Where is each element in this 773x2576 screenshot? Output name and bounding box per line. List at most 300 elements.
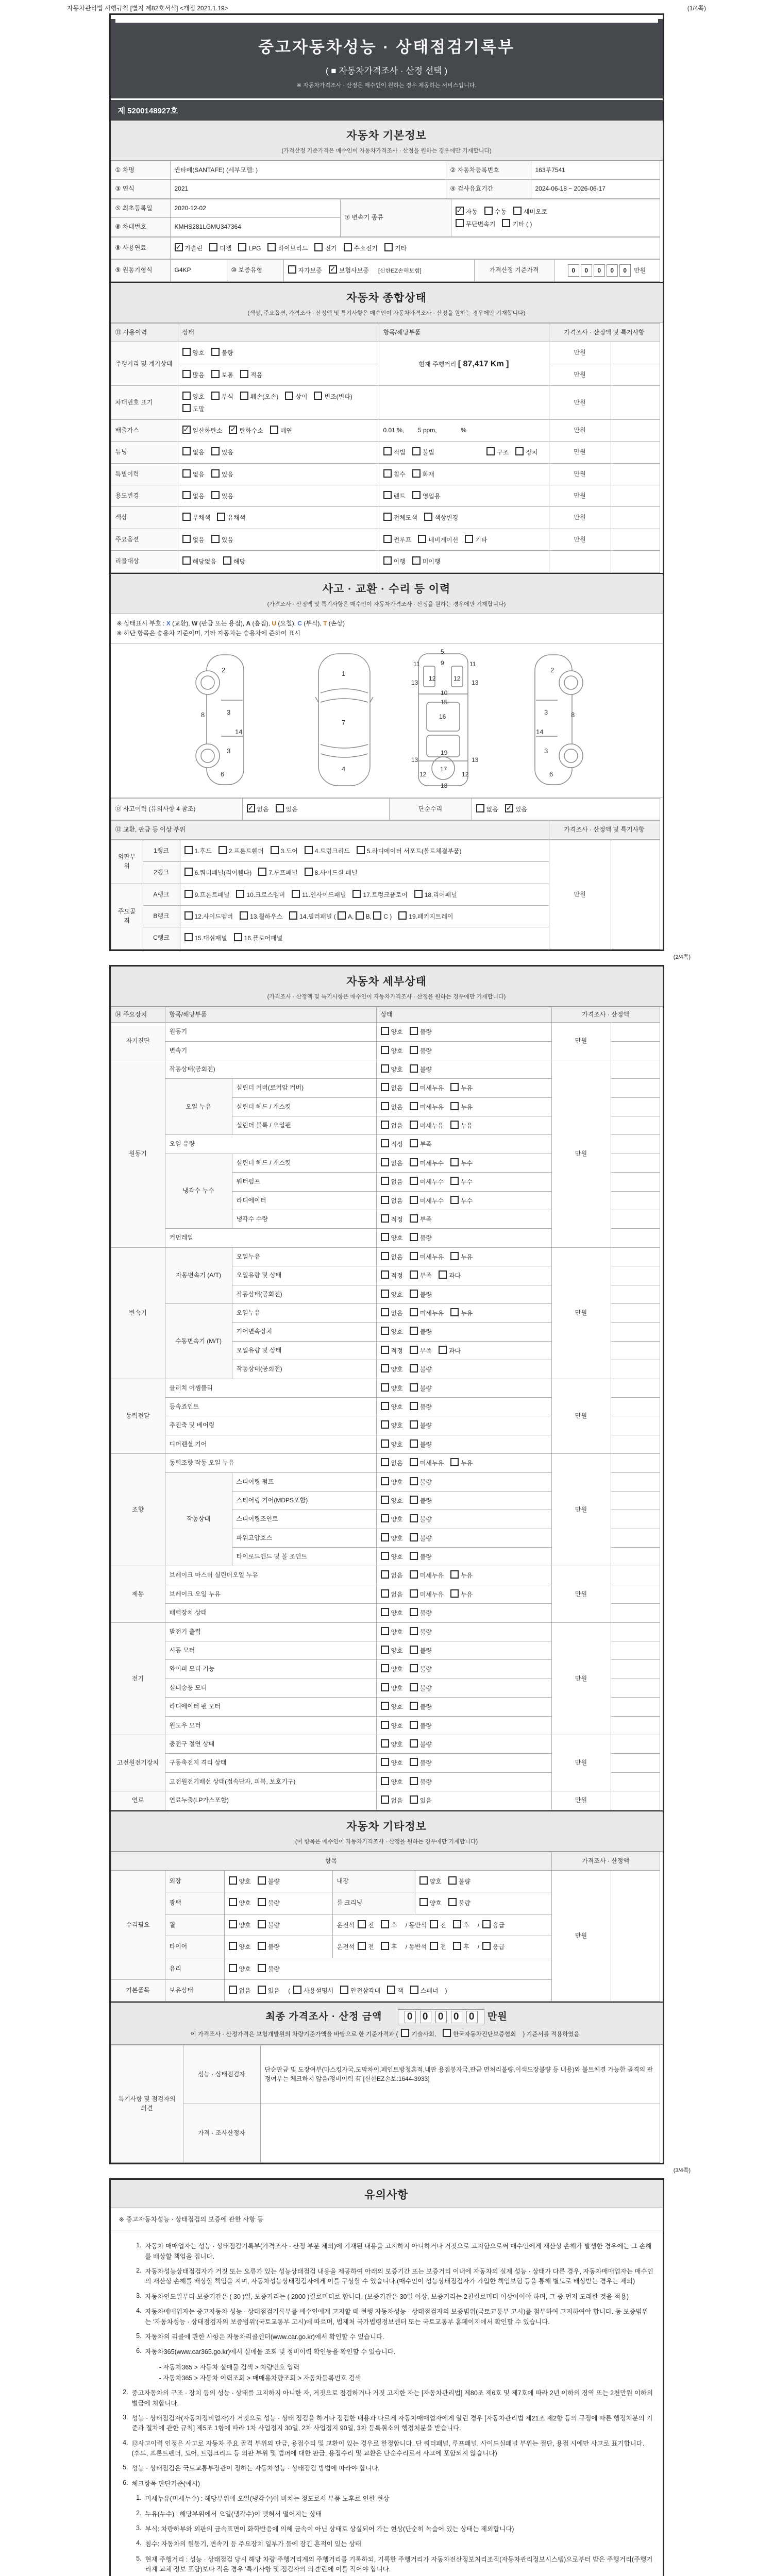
checkbox-label: 없음 — [257, 806, 269, 814]
checkbox-group — [381, 1084, 480, 1092]
checkbox[interactable] — [182, 447, 191, 455]
checkbox[interactable] — [381, 1552, 389, 1560]
checkbox[interactable] — [373, 911, 381, 920]
checkbox[interactable] — [211, 535, 220, 543]
checkbox[interactable] — [419, 1898, 428, 1906]
checkbox[interactable] — [410, 1552, 418, 1560]
status-options — [376, 1135, 551, 1154]
checkbox[interactable] — [439, 1346, 447, 1354]
checkbox[interactable] — [410, 1290, 418, 1298]
checkbox[interactable] — [515, 447, 524, 455]
checkbox-option — [229, 1986, 251, 1995]
checkbox[interactable] — [450, 1177, 459, 1185]
checkbox[interactable] — [381, 1420, 389, 1429]
checkbox[interactable] — [340, 1986, 348, 1994]
checkbox[interactable] — [410, 1083, 418, 1091]
checkbox[interactable] — [381, 1196, 389, 1204]
checkbox[interactable] — [410, 1514, 418, 1522]
checkbox[interactable] — [182, 535, 191, 543]
checkbox[interactable] — [513, 207, 522, 215]
digit-box: 0 — [466, 2011, 478, 2023]
checkbox-option — [240, 370, 262, 380]
checkbox[interactable] — [450, 1083, 459, 1091]
checkbox-group — [381, 1028, 439, 1036]
checkbox[interactable] — [229, 1942, 237, 1950]
checkbox[interactable] — [430, 1920, 438, 1928]
checkbox[interactable] — [236, 890, 244, 898]
checkbox[interactable] — [410, 1439, 418, 1448]
text: 이 가격조사 · 산정가격은 보험개발원의 차량기준가액을 바탕으로 한 기준가격과 ( — [190, 2031, 398, 2038]
checkbox[interactable] — [450, 1196, 459, 1204]
checkbox[interactable] — [184, 868, 193, 876]
car-name-label: ① 차명 — [111, 161, 170, 180]
checkbox[interactable] — [383, 513, 392, 521]
checkbox[interactable] — [384, 243, 393, 251]
checkbox[interactable] — [465, 535, 473, 543]
item-number: 1. — [136, 2494, 142, 2502]
checkbox-label: 불량 — [419, 1666, 432, 1673]
checkbox[interactable] — [381, 1383, 389, 1392]
checkbox-checked[interactable] — [505, 804, 513, 812]
checkbox[interactable] — [410, 1420, 418, 1429]
checkbox[interactable] — [381, 1027, 389, 1035]
header-stripe — [115, 19, 658, 23]
checkbox[interactable] — [410, 1496, 418, 1504]
checkbox[interactable] — [410, 1777, 418, 1785]
checkbox[interactable] — [410, 1233, 418, 1241]
checkbox-label: 이행 — [393, 558, 406, 566]
checkbox[interactable] — [410, 1402, 418, 1410]
checkbox[interactable] — [410, 1477, 418, 1485]
checkbox[interactable] — [381, 1702, 389, 1710]
checkbox[interactable] — [338, 911, 346, 920]
repair-item-options — [224, 1870, 332, 1892]
detail-title: 자동차 세부상태 — [346, 975, 427, 988]
checkbox-label: 전 — [368, 1943, 374, 1951]
checkbox[interactable] — [182, 370, 191, 378]
checkbox-option — [184, 933, 227, 943]
checkbox[interactable] — [288, 265, 296, 274]
status-options — [376, 1116, 551, 1135]
price-cell: 만원 — [549, 840, 611, 949]
checkbox[interactable] — [258, 1920, 266, 1928]
checkbox[interactable] — [381, 1646, 389, 1654]
checkbox-option — [258, 1920, 280, 1930]
checkbox-label: 과다 — [448, 1347, 461, 1354]
checkbox[interactable] — [381, 1402, 389, 1410]
checkbox-option — [175, 243, 203, 253]
checkbox[interactable] — [381, 1158, 389, 1166]
checkbox[interactable] — [223, 556, 231, 565]
checkbox[interactable] — [258, 1942, 266, 1950]
checkbox[interactable] — [410, 1986, 418, 1994]
checkbox-option — [410, 1364, 432, 1374]
checkbox[interactable] — [211, 469, 220, 478]
checkbox-option — [381, 1121, 403, 1130]
checkbox[interactable] — [401, 2029, 409, 2037]
zone-number: 14 — [535, 728, 543, 736]
item-label: 윈도우 모터 — [165, 1716, 376, 1735]
checkbox[interactable] — [450, 1102, 459, 1110]
checkbox[interactable] — [217, 513, 225, 521]
checkbox-group — [381, 1591, 480, 1598]
checkbox[interactable] — [381, 1942, 389, 1950]
note-cell — [611, 1566, 660, 1585]
checkbox[interactable] — [229, 1920, 237, 1928]
checkbox[interactable] — [450, 1570, 459, 1579]
checkbox[interactable] — [410, 1102, 418, 1110]
checkbox[interactable] — [381, 1721, 389, 1729]
item-label: 오일유량 및 상태 — [232, 1341, 376, 1360]
checkbox[interactable] — [410, 1683, 418, 1691]
checkbox[interactable] — [258, 1898, 266, 1906]
checkbox[interactable] — [381, 1121, 389, 1129]
checkbox[interactable] — [410, 1758, 418, 1766]
checkbox[interactable] — [424, 513, 432, 521]
checkbox[interactable] — [410, 1196, 418, 1204]
repair-item-options — [415, 1870, 551, 1892]
checkbox[interactable] — [357, 846, 365, 854]
checkbox[interactable] — [448, 1876, 457, 1885]
checkbox[interactable] — [450, 1158, 459, 1166]
checkbox[interactable] — [211, 447, 220, 455]
holding-status-options — [224, 1979, 551, 2001]
checkbox[interactable] — [412, 556, 421, 565]
status-options — [376, 1341, 551, 1360]
checkbox-label: 없음 — [391, 1590, 403, 1598]
checkbox-checked[interactable] — [329, 265, 337, 274]
repair-item-label: 외장 — [165, 1870, 224, 1892]
checkbox-label: 5.라디에이터 서포트(볼트체결부품) — [366, 847, 462, 855]
checkbox[interactable] — [443, 2029, 451, 2037]
rank-items-cell — [180, 840, 549, 861]
note-cell — [611, 485, 660, 507]
checkbox[interactable] — [410, 1270, 418, 1279]
status-options — [376, 1529, 551, 1547]
checkbox[interactable] — [418, 535, 426, 543]
status-options — [376, 1379, 551, 1397]
checkbox[interactable] — [381, 1683, 389, 1691]
checkbox[interactable] — [211, 491, 220, 499]
checkbox[interactable] — [381, 1920, 389, 1928]
checkbox[interactable] — [410, 1214, 418, 1223]
checkbox[interactable] — [502, 219, 510, 227]
checkbox[interactable] — [383, 556, 392, 565]
checkbox[interactable] — [267, 243, 276, 251]
checkbox[interactable] — [482, 1920, 491, 1928]
checkbox[interactable] — [381, 1214, 389, 1223]
checkbox[interactable] — [484, 207, 493, 215]
checkbox-option — [410, 1027, 432, 1037]
checkbox-label: 스패너 — [420, 1987, 439, 1994]
checkbox[interactable] — [387, 1986, 395, 1994]
checkbox[interactable] — [219, 846, 227, 854]
checkbox[interactable] — [381, 1758, 389, 1766]
checkbox-label: 세미오토 — [523, 208, 548, 216]
checkbox[interactable] — [381, 1270, 389, 1279]
checkbox[interactable] — [410, 1121, 418, 1129]
checkbox[interactable] — [184, 846, 193, 854]
checkbox[interactable] — [410, 1795, 418, 1804]
checkbox-group — [383, 514, 465, 521]
checkbox[interactable] — [381, 1496, 389, 1504]
notice-item — [132, 2524, 654, 2534]
final-price-band — [111, 2002, 663, 2045]
checkbox[interactable] — [270, 426, 278, 434]
holding-status-label: 보유상태 — [165, 1979, 224, 2001]
checkbox[interactable] — [410, 1158, 418, 1166]
checkbox[interactable] — [381, 1177, 389, 1185]
checkbox[interactable] — [305, 868, 313, 876]
checkbox[interactable] — [410, 1664, 418, 1672]
usage-change-part — [379, 485, 549, 507]
checkbox[interactable] — [456, 219, 464, 227]
checkbox[interactable] — [381, 1327, 389, 1335]
checkbox-group — [383, 558, 447, 565]
checkbox[interactable] — [412, 491, 421, 499]
checkbox[interactable] — [398, 911, 407, 920]
checkbox[interactable] — [240, 370, 248, 378]
checkbox[interactable] — [383, 447, 392, 455]
checkbox[interactable] — [412, 447, 421, 455]
document-subtitle-note: ※ 자동차가격조사 · 산정은 매수인이 원하는 경우 제공하는 서비스입니다. — [296, 82, 477, 89]
checkbox[interactable] — [383, 535, 392, 543]
checkbox[interactable] — [258, 1876, 266, 1885]
checkbox[interactable] — [410, 1533, 418, 1541]
checkbox[interactable] — [410, 1177, 418, 1185]
text: ( — [288, 1987, 291, 1994]
checkbox[interactable] — [209, 243, 217, 251]
checkbox[interactable] — [381, 1364, 389, 1372]
checkbox-group — [486, 446, 544, 458]
checkbox[interactable] — [410, 1608, 418, 1616]
zone-number: 12 — [428, 675, 435, 683]
checkbox[interactable] — [381, 1627, 389, 1635]
checkbox[interactable] — [182, 469, 191, 478]
checkbox[interactable] — [410, 1252, 418, 1260]
checkbox-label: 없음 — [391, 1084, 403, 1092]
status-options — [376, 1510, 551, 1529]
checkbox[interactable] — [476, 804, 484, 812]
checkbox-group — [419, 1878, 477, 1885]
checkbox[interactable] — [381, 1608, 389, 1616]
notice-item — [132, 2242, 654, 2262]
checkbox[interactable] — [410, 1702, 418, 1710]
checkbox[interactable] — [258, 868, 266, 876]
checkbox[interactable] — [184, 911, 193, 920]
checkbox-checked[interactable] — [229, 426, 237, 434]
checkbox[interactable] — [381, 1233, 389, 1241]
checkbox[interactable] — [184, 890, 193, 898]
checkbox[interactable] — [381, 1346, 389, 1354]
checkbox[interactable] — [419, 1876, 428, 1885]
checkbox[interactable] — [410, 1570, 418, 1579]
checkbox[interactable] — [410, 1308, 418, 1316]
zone-number: 13 — [411, 679, 418, 687]
checkbox[interactable] — [381, 1102, 389, 1110]
checkbox[interactable] — [410, 1046, 418, 1054]
checkbox[interactable] — [410, 1139, 418, 1147]
checkbox[interactable] — [381, 1477, 389, 1485]
checkbox[interactable] — [410, 1646, 418, 1654]
checkbox[interactable] — [276, 804, 284, 812]
checkbox[interactable] — [381, 1308, 389, 1316]
checkbox[interactable] — [229, 1964, 237, 1972]
checkbox[interactable] — [450, 1252, 459, 1260]
checkbox[interactable] — [430, 1942, 438, 1950]
checkbox[interactable] — [381, 1064, 389, 1073]
transmission-type-label: ⑦ 변속기 종류 — [340, 199, 451, 236]
checkbox-label: 하이브리드 — [278, 244, 308, 252]
checkbox[interactable] — [289, 911, 297, 920]
checkbox[interactable] — [410, 1327, 418, 1335]
checkbox[interactable] — [182, 556, 191, 565]
checkbox[interactable] — [238, 243, 246, 251]
checkbox[interactable] — [410, 1589, 418, 1598]
final-price-digits — [398, 2009, 484, 2024]
checkbox[interactable] — [410, 1458, 418, 1466]
checkbox-group — [182, 349, 240, 357]
checkbox[interactable] — [450, 1589, 459, 1598]
checkbox[interactable] — [381, 1514, 389, 1522]
note-cell — [611, 1023, 660, 1041]
checkbox[interactable] — [358, 1942, 366, 1950]
checkbox[interactable] — [450, 1121, 459, 1129]
checkbox[interactable] — [381, 1290, 389, 1298]
checkbox-label: 없음 — [192, 470, 205, 478]
checkbox[interactable] — [381, 1252, 389, 1260]
document-sheet — [62, 0, 711, 2576]
checkbox[interactable] — [383, 469, 392, 478]
checkbox[interactable] — [182, 348, 191, 356]
group-label: 작동상태 — [165, 1472, 232, 1566]
checkbox[interactable] — [184, 933, 193, 941]
checkbox[interactable] — [482, 1942, 491, 1950]
checkbox[interactable] — [258, 1986, 266, 1994]
checkbox[interactable] — [453, 1920, 461, 1928]
checkbox[interactable] — [381, 1083, 389, 1091]
checkbox[interactable] — [448, 1898, 457, 1906]
checkbox[interactable] — [229, 1986, 237, 1994]
checkbox-checked[interactable] — [247, 804, 255, 812]
checkbox[interactable] — [229, 1898, 237, 1906]
item-text: 미세누유(미세누수) : 해당부위에 오일(냉각수)이 비치는 정도로서 부품 노후로 인한 현상 — [145, 2495, 390, 2503]
checkbox-option — [258, 1898, 280, 1908]
note-cell — [611, 507, 660, 529]
checkbox[interactable] — [381, 1046, 389, 1054]
checkbox[interactable] — [439, 1270, 447, 1279]
basic-info-title: 자동차 기본정보 — [346, 130, 427, 142]
checkbox-option — [383, 513, 417, 522]
checkbox-option — [476, 804, 498, 814]
checkbox[interactable] — [358, 1920, 366, 1928]
checkbox[interactable] — [211, 392, 220, 400]
checkbox[interactable] — [293, 1986, 301, 1994]
note-cell — [611, 1079, 660, 1097]
checkbox[interactable] — [258, 1964, 266, 1972]
checkbox[interactable] — [486, 447, 495, 455]
checkbox-group — [381, 1516, 439, 1523]
checkbox[interactable] — [211, 348, 220, 356]
checkbox[interactable] — [381, 1533, 389, 1541]
checkbox[interactable] — [182, 392, 191, 400]
checkbox-option — [401, 2029, 436, 2038]
checkbox[interactable] — [381, 1795, 389, 1804]
note-cell — [611, 1622, 660, 1641]
checkbox[interactable] — [314, 392, 322, 400]
checkbox-label: 미세누유 — [419, 1460, 444, 1467]
fuel-type-label: ⑧ 사용연료 — [111, 237, 170, 259]
document-title: 중고자동차성능 · 상태점검기록부 — [258, 38, 515, 56]
checkbox[interactable] — [182, 491, 191, 499]
checkbox[interactable] — [410, 1346, 418, 1354]
checkbox[interactable] — [410, 1739, 418, 1748]
checkbox[interactable] — [381, 1439, 389, 1448]
checkbox[interactable] — [352, 890, 361, 898]
checkbox[interactable] — [234, 933, 242, 941]
item-label: 작동상태(공회전) — [232, 1285, 376, 1303]
accident-history-table — [111, 798, 660, 820]
checkbox[interactable] — [381, 1570, 389, 1579]
status-options — [376, 1641, 551, 1660]
checkbox-option — [358, 1942, 374, 1952]
repair-item-label: 광택 — [165, 1892, 224, 1914]
checkbox[interactable] — [410, 1027, 418, 1035]
checkbox[interactable] — [305, 846, 313, 854]
checkbox[interactable] — [381, 1458, 389, 1466]
checkbox-checked[interactable] — [175, 243, 183, 251]
checkbox-option — [513, 207, 547, 216]
checkbox[interactable] — [381, 1739, 389, 1748]
checkbox[interactable] — [453, 1942, 461, 1950]
checkbox[interactable] — [410, 1383, 418, 1392]
checkbox[interactable] — [410, 1627, 418, 1635]
checkbox[interactable] — [229, 1876, 237, 1885]
checkbox[interactable] — [383, 491, 392, 499]
checkbox[interactable] — [381, 1664, 389, 1672]
checkbox[interactable] — [356, 911, 364, 920]
checkbox-checked[interactable] — [182, 426, 191, 434]
checkbox-checked[interactable] — [456, 207, 464, 215]
checkbox[interactable] — [450, 1458, 459, 1466]
checkbox[interactable] — [410, 1064, 418, 1073]
checkbox[interactable] — [314, 243, 323, 251]
checkbox-option — [381, 1027, 403, 1037]
checkbox-label: 전 — [440, 1921, 446, 1929]
checkbox[interactable] — [211, 370, 220, 378]
checkbox[interactable] — [381, 1777, 389, 1785]
checkbox[interactable] — [182, 513, 191, 521]
checkbox[interactable] — [240, 392, 248, 400]
checkbox[interactable] — [412, 469, 421, 478]
checkbox-option — [410, 1986, 439, 1995]
note-cell — [611, 1754, 660, 1772]
checkbox[interactable] — [450, 1308, 459, 1316]
checkbox[interactable] — [240, 911, 248, 920]
checkbox[interactable] — [414, 890, 423, 898]
checkbox[interactable] — [182, 404, 191, 412]
zone-number: 18 — [440, 782, 447, 790]
checkbox[interactable] — [381, 1589, 389, 1598]
checkbox[interactable] — [344, 243, 352, 251]
checkbox-option — [410, 1721, 432, 1731]
checkbox[interactable] — [271, 846, 279, 854]
checkbox[interactable] — [381, 1139, 389, 1147]
checkbox[interactable] — [292, 890, 300, 898]
checkbox[interactable] — [285, 392, 293, 400]
checkbox[interactable] — [410, 1364, 418, 1372]
checkbox[interactable] — [410, 1721, 418, 1729]
